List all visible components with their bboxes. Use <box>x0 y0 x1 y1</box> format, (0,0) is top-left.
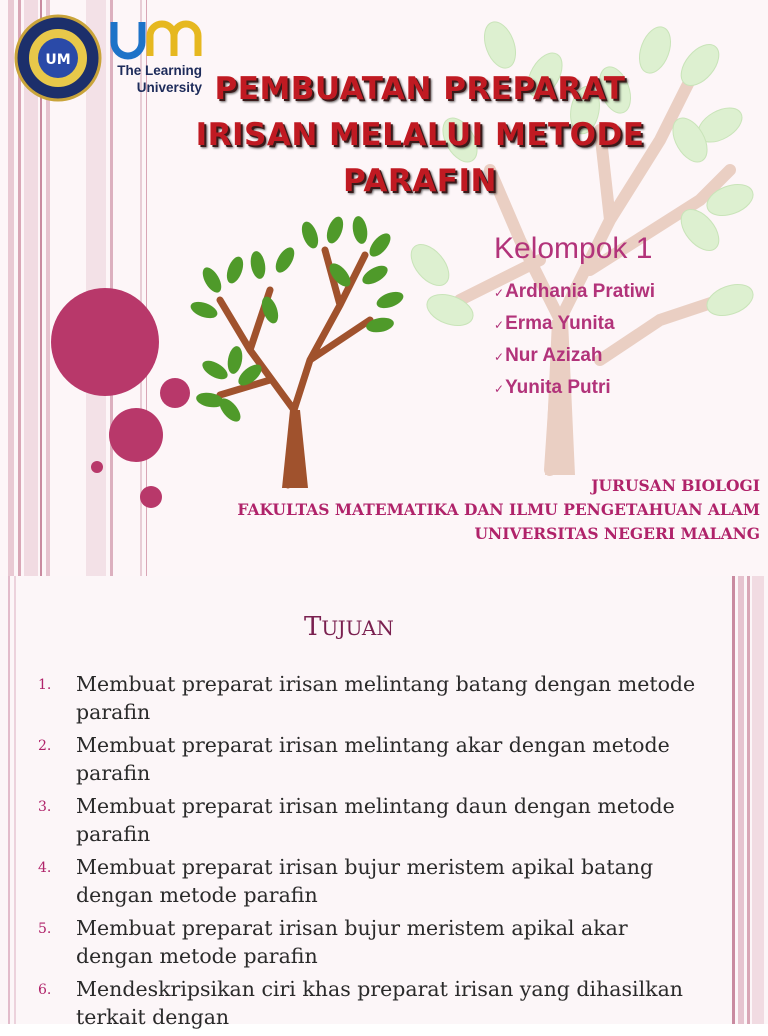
um-wordmark-logo <box>108 18 204 60</box>
faculty: FAKULTAS MATEMATIKA DAN ILMU PENGETAHUAN ALAM <box>237 500 760 519</box>
decor-circle <box>91 461 103 473</box>
decor-circle <box>160 378 190 408</box>
presentation-title <box>180 66 660 204</box>
decor-circle <box>51 288 159 396</box>
title-line: IRISAN MELALUI METODE <box>195 117 645 153</box>
tree-illustration <box>190 210 420 490</box>
objective-item: 3. Membuat preparat irisan melintang daun dengan metode parafin <box>38 794 675 846</box>
decor-stripe <box>752 576 764 1024</box>
decor-stripe <box>732 576 735 1024</box>
member-item: ✓Nur Azizah <box>494 345 603 366</box>
check-icon: ✓ <box>494 350 505 364</box>
title-line: PEMBUATAN PREPARAT <box>214 71 626 107</box>
decor-circle <box>140 486 162 508</box>
decor-stripe <box>14 576 16 1024</box>
title-line: PARAFIN <box>343 163 497 199</box>
member-item: ✓Yunita Putri <box>494 377 611 398</box>
logo-tagline: The Learning University <box>117 63 202 95</box>
affiliation <box>237 474 760 546</box>
objective-item: 6. Mendeskripsikan ciri khas preparat irisan yang dihasilkan terkait dengan <box>38 977 684 1029</box>
member-item: ✓Ardhania Pratiwi <box>494 281 655 302</box>
objective-item: 2. Membuat preparat irisan melintang akar dengan metode parafin <box>38 733 670 785</box>
objective-item: 4. Membuat preparat irisan bujur meristem apikal batang dengan metode parafin <box>38 855 654 907</box>
decor-stripe <box>747 576 750 1024</box>
member-list <box>494 278 655 406</box>
university-seal-logo <box>14 14 102 102</box>
svg-text:UM: UM <box>45 52 71 68</box>
check-icon: ✓ <box>494 286 505 300</box>
objective-item: 1. Membuat preparat irisan melintang batang dengan metode parafin <box>38 672 696 724</box>
objective-item: 5. Membuat preparat irisan bujur meristem apikal akar dengan metode parafin <box>38 916 628 968</box>
objectives-heading: TUJUAN <box>304 612 394 642</box>
decor-stripe <box>8 576 10 1024</box>
member-item: ✓Erma Yunita <box>494 313 615 334</box>
decor-stripe <box>738 576 744 1024</box>
university: UNIVERSITAS NEGERI MALANG <box>474 524 760 543</box>
group-title: Kelompok 1 <box>494 232 653 265</box>
decor-circle <box>109 408 163 462</box>
objectives-list <box>38 670 708 1036</box>
check-icon: ✓ <box>494 382 505 396</box>
check-icon: ✓ <box>494 318 505 332</box>
department: JURUSAN BIOLOGI <box>591 476 760 495</box>
